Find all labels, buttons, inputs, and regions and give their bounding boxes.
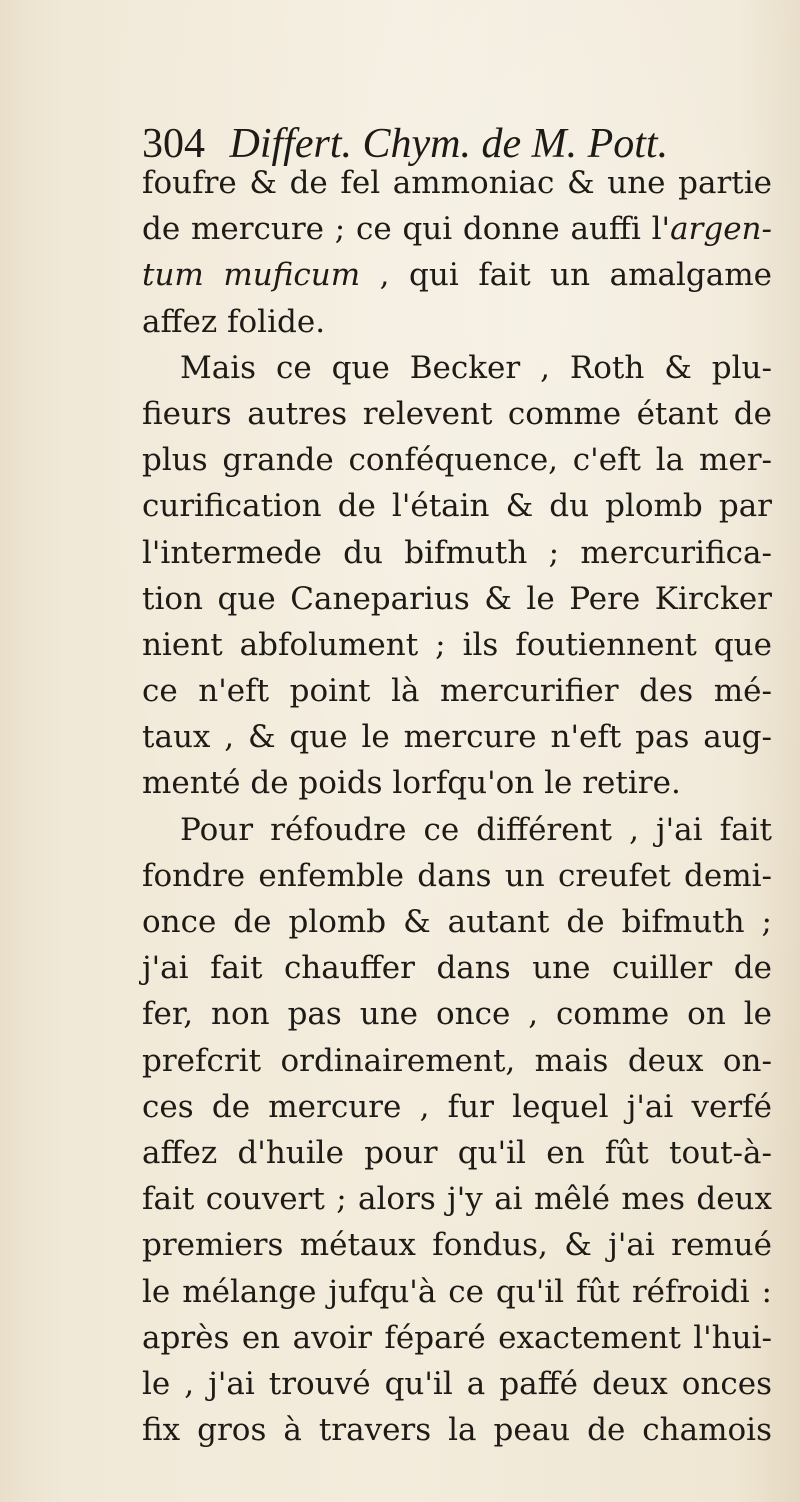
text-line: affez d'huile pour qu'il en fût tout-à- — [142, 1134, 772, 1171]
running-title: Differt. Chym. de M. Pott. — [229, 121, 669, 167]
italic-phrase: argen- — [670, 211, 772, 248]
italic-phrase: tum muficum — [142, 257, 361, 294]
text-line: taux , & que le mercure n'eft pas aug- — [142, 719, 772, 756]
page-number: 304 — [142, 121, 205, 167]
paragraph-start-line: Pour réfoudre ce différent , j'ai fait — [180, 811, 772, 848]
text-line: fieurs autres relevent comme étant de — [142, 395, 772, 432]
text-line: fondre enfemble dans un creufet demi- — [142, 857, 772, 894]
paragraph-end-line: menté de poids lorfqu'on le retire. — [142, 765, 681, 802]
text-line: fait couvert ; alors j'y ai mêlé mes deux — [142, 1181, 772, 1218]
text-line: once de plomb & autant de bifmuth ; — [142, 904, 772, 940]
text-line: de mercure ; ce qui donne auffi l'argen- — [142, 211, 772, 248]
body-text — [142, 160, 772, 1453]
text-line: tum muficum , qui fait un amalgame — [142, 257, 772, 294]
paragraph-end-line: affez folide. — [142, 303, 326, 340]
text-line: curification de l'étain & du plomb par — [142, 488, 772, 525]
text-line: l'intermede du bifmuth ; mercurifica- — [142, 534, 772, 571]
text-line: tion que Caneparius & le Pere Kircker — [142, 580, 772, 617]
text-line: ces de mercure , fur lequel j'ai verfé — [142, 1088, 772, 1125]
text-line: prefcrit ordinairement, mais deux on- — [142, 1042, 772, 1079]
text-line: le , j'ai trouvé qu'il a paffé deux onces — [142, 1365, 772, 1402]
text-line: nient abfolument ; ils foutiennent que — [142, 626, 772, 663]
text-line: foufre & de fel ammoniac & une partie — [142, 165, 772, 201]
text-line: j'ai fait chauffer dans une cuiller de — [142, 950, 772, 987]
text-line: plus grande conféquence, c'eft la mer- — [142, 442, 772, 479]
text-line: le mélange jufqu'à ce qu'il fût réfroidi : — [142, 1273, 772, 1310]
paragraph-start-line: Mais ce que Becker , Roth & plu- — [180, 349, 772, 386]
text-line: fix gros à travers la peau de chamois — [142, 1412, 772, 1449]
text-line: premiers métaux fondus, & j'ai remué — [142, 1227, 772, 1264]
text-line: après en avoir féparé exactement l'hui- — [142, 1319, 772, 1356]
text-line: fer, non pas une once , comme on le — [142, 996, 772, 1033]
text-line: ce n'eft point là mercurifier des mé- — [142, 673, 772, 710]
